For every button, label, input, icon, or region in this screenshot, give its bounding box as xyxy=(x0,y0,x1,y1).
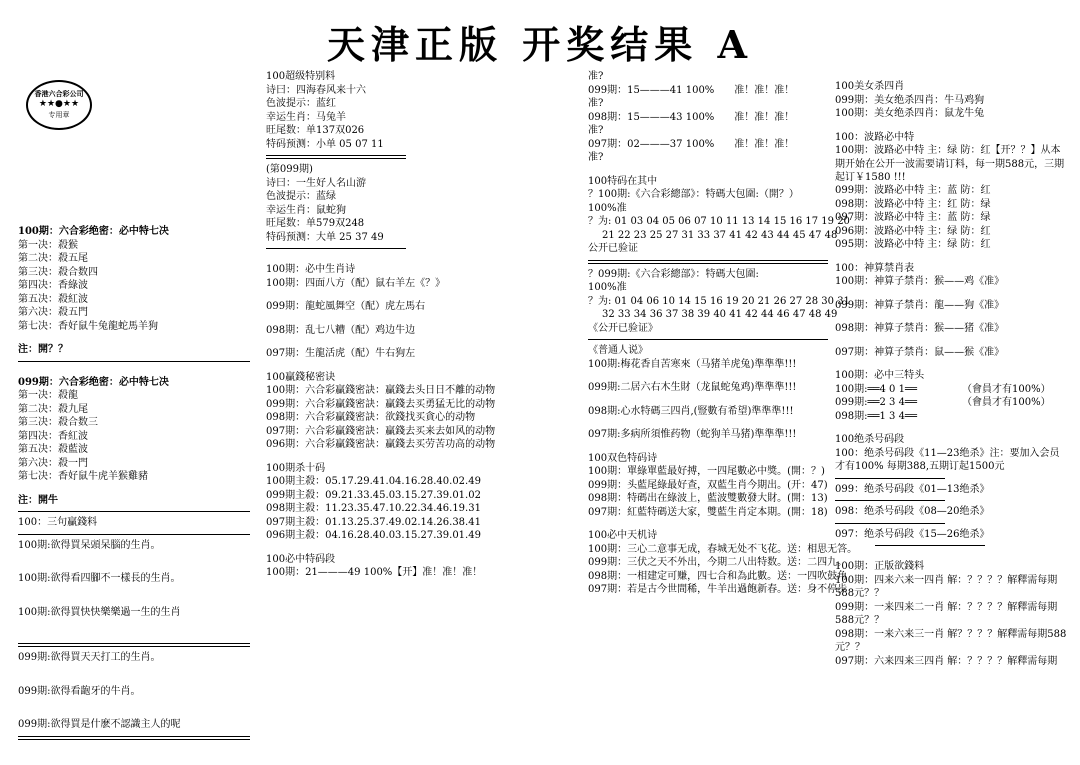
text-line: 《公开已验证》 xyxy=(588,322,658,334)
text-line: 第六决：殺一門 xyxy=(18,457,88,469)
text-line: 100期：四面八方（配）鼠右羊左《？》 xyxy=(266,277,446,289)
text-line: 准? xyxy=(588,98,604,109)
divider xyxy=(18,361,250,362)
text-line: 097期：02———37 100% 准！准！准！ xyxy=(588,138,795,150)
text-line: 100期:欲得買快快樂樂過一生的生肖 xyxy=(18,606,181,618)
stamp-top-text: 香港六合彩公司 xyxy=(34,89,84,98)
text-line: 098期：六合彩贏錢密訣：欲錢找买貪心的动物 xyxy=(266,412,476,423)
text-line: 100期:梅花香自苦寒來（马猪羊虎兔)準準準!!! xyxy=(588,358,797,370)
text-line: 准? xyxy=(588,152,604,163)
text-line: 099期：三伏之天不外出，今期二八出特数。送：二四九。 xyxy=(588,557,848,568)
text-line: 第六决：殺五門 xyxy=(18,307,88,318)
text-line: 096期：波路必中特 主：绿 防：红 xyxy=(835,225,991,237)
section-title: 100特码在其中 xyxy=(588,175,658,187)
section-title: 100必中天机诗 xyxy=(588,530,658,541)
text-line: 第四决：香紅波 xyxy=(18,430,88,442)
text-line: 100期：神算子禁肖：猴——鸡《准》 xyxy=(835,276,1005,287)
text-line: 第一决：殺龍 xyxy=(18,390,78,401)
text-line: ？099期:《六合彩總部》：特碼大包圍: xyxy=(588,268,759,280)
text-line: 098期：15———43 100% 准！准！准！ xyxy=(588,111,795,123)
text-line: 100期：波路必中特 主：绿 防：红【开？？】从本期开始在公开一波需要请订料，每一期588元，三期起订￥1580 !!! xyxy=(835,145,1065,183)
text-line: 第七决：香好鼠牛兔龍蛇馬羊狗 xyxy=(18,320,158,332)
text-line: 099期主殺：09.21.33.45.03.15.27.39.01.02 xyxy=(266,489,481,501)
text-line: 098期:心水特碼三四肖,(豎數有希望)準準準!!! xyxy=(588,405,794,417)
text-line: 第二决：殺五尾 xyxy=(18,253,88,264)
section-title: 100绝杀号码段 xyxy=(835,434,905,445)
page-title: 天津正版 开奖结果 A xyxy=(327,22,753,67)
text-line: 098期：一来六来三一肖 解？？？？解釋需每期588元？？ xyxy=(835,628,1067,653)
text-line: 097期：生龍活虎（配）牛右狗左 xyxy=(266,348,416,359)
text-line: 097期：神算子禁肖：鼠——猴《准》 xyxy=(835,346,1005,358)
text-line: 诗曰：四海春风来十六 xyxy=(266,84,366,96)
column-4 xyxy=(835,80,1067,668)
official-seal-stamp xyxy=(26,80,92,130)
text-line: 100期:欲得看四腳不一樣長的生肖。 xyxy=(18,573,181,584)
text-line: 099期：六合彩贏錢密訣：贏錢去买勇猛无比的动物 xyxy=(266,398,496,410)
text-line: 096期主殺：04.16.28.40.03.15.27.39.01.49 xyxy=(266,530,481,541)
text-line: 幸运生肖：鼠蛇狗 xyxy=(266,204,346,216)
divider xyxy=(588,260,828,264)
text-line: 099期：一来四来二一肖 解：？？？？解釋需每期588元？？ xyxy=(835,601,1058,626)
divider xyxy=(835,523,945,524)
text-line: 色波提示：蓝红 xyxy=(266,98,336,109)
text-line: 100期：四来六来一四肖 解：？？？？解釋需每期588元？？ xyxy=(835,574,1058,599)
text-line: ？为: 01 04 06 10 14 15 16 19 20 21 26 27 28 30 31 xyxy=(588,295,850,307)
text-line: 099期：龍蛇風舞空（配）虎左馬右 xyxy=(266,301,426,312)
text-line: 099期：波路必中特 主：蓝 防：红 xyxy=(835,185,991,196)
text-line: 097期:多病所須惟药物（蛇狗羊马猪)準準準!!! xyxy=(588,429,797,440)
text-line: 098期：特碼出在綠波上，藍波雙數發大財。(開：13) xyxy=(588,493,828,504)
divider xyxy=(18,534,250,535)
text-line: 100期:欲得買呆頭呆腦的生肖。 xyxy=(18,539,161,551)
text-line: 准? xyxy=(588,71,604,82)
section-title: 100期：必中三特头 xyxy=(835,370,925,381)
text-line: 095期：波路必中特 主：绿 防：红 xyxy=(835,239,991,250)
divider xyxy=(266,155,406,159)
text-line: 097：绝杀号码段《15—26绝杀》 xyxy=(835,528,990,540)
section-title: 100期杀十码 xyxy=(266,462,326,474)
stamp-stars: ★★●★★ xyxy=(38,99,80,109)
text-line: ？为: 01 03 04 05 06 07 10 11 13 14 15 16 17 19 20 xyxy=(588,216,850,227)
column-2 xyxy=(266,70,578,580)
text-line: 097期：六来四来三四肖 解：？？？？解釋需每期 xyxy=(835,655,1058,667)
text-line: 100%准 xyxy=(588,282,627,293)
text-line: 第四决：香綠波 xyxy=(18,280,88,291)
text-line: 100期：單綠單藍最好搏，一四尾數必中獎。(開：？) xyxy=(588,466,825,477)
text-line: 100期：21———49 100%【开】准！准！准！ xyxy=(266,567,483,578)
text-line: 099期：神算子禁肖：龍——狗《准》 xyxy=(835,299,1005,311)
text-line: 097期：紅藍特碼送大家，雙藍生肖定本期。(開：18) xyxy=(588,506,828,518)
text-line: 100期：三心二意事无成，春城无处不飞花。送：相思无答。 xyxy=(588,543,858,555)
text-line: 第三决：殺合数四 xyxy=(18,266,98,278)
text-line: 099期:欲得買是什麽不認識主人的呢 xyxy=(18,719,181,730)
divider xyxy=(875,545,985,546)
section-title: 《普通人说》 xyxy=(588,345,648,356)
divider xyxy=(588,339,828,340)
section-title: 100：三句贏錢料 xyxy=(18,517,98,528)
section-title: 100双色特码诗 xyxy=(588,452,658,464)
text-line: 099期:══2 3 4══ （會員才有100%） xyxy=(835,397,1051,408)
text-line: 100：绝杀号码段《11—23绝杀》注：要加入会员才有100% 每期388,五期订起1500元 xyxy=(835,447,1060,472)
column-1 xyxy=(18,225,250,744)
text-line: 097期：若是古今世間稀，牛羊出過飽新春。送：身不停步 xyxy=(588,584,848,595)
text-line: 100期：六合彩绝密：必中特七决 xyxy=(18,226,169,237)
section-title: 100超级特别料 xyxy=(266,71,336,82)
text-line: 097期：波路必中特 主：蓝 防：绿 xyxy=(835,212,991,223)
divider xyxy=(18,511,250,512)
section-title: 100美女杀四肖 xyxy=(835,81,905,92)
text-line: 第五决：殺藍波 xyxy=(18,444,88,455)
divider xyxy=(835,478,945,479)
text-line: 特码预测：小单 05 07 11 xyxy=(266,138,384,150)
text-line: 098期：一相建定可赚，四七合和為此數。送：一四吹鼓角 xyxy=(588,570,848,582)
text-line: 第二决：殺九尾 xyxy=(18,403,88,415)
section-title: (第099期) xyxy=(266,164,313,175)
divider xyxy=(835,500,945,501)
text-line: 第七决：香好鼠牛虎羊猴雞豬 xyxy=(18,471,148,482)
text-line: 097期主殺：01.13.25.37.49.02.14.26.38.41 xyxy=(266,516,481,528)
text-line: 100期主殺：05.17.29.41.04.16.28.40.02.49 xyxy=(266,476,481,487)
stamp-sub-text: 专用章 xyxy=(48,111,70,119)
text-line: 公开已验证 xyxy=(588,243,638,254)
text-line: 098期：神算子禁肖：猴——猪《准》 xyxy=(835,323,1005,334)
text-line: 诗曰：一生好人名山游 xyxy=(266,177,366,189)
text-line: 32 33 34 36 37 38 39 40 41 42 44 46 47 48 49 xyxy=(602,309,838,320)
text-line: 旺尾数：单579双248 xyxy=(266,218,365,229)
section-title: 100：神算禁肖表 xyxy=(835,262,915,274)
section-title: 100期：必中生肖诗 xyxy=(266,264,356,275)
text-line: 099：绝杀号码段《01—13绝杀》 xyxy=(835,483,990,495)
section-title: 100必中特码段 xyxy=(266,553,336,565)
text-line: 100期:══4 0 1══ （會員才有100%） xyxy=(835,383,1051,395)
text-line: 幸运生肖：马兔羊 xyxy=(266,111,346,123)
text-line: 第三决：殺合数三 xyxy=(18,417,98,428)
text-line: 第五决：殺紅波 xyxy=(18,293,88,305)
section-title: 100贏錢秘密诀 xyxy=(266,371,336,383)
text-line: 097期：六合彩贏錢密訣：贏錢去买来去如风的动物 xyxy=(266,425,496,437)
text-line: 099期：头藍尾綠最好查，双藍生肖今期出。(开：47) xyxy=(588,479,828,491)
text-line: 099期:欲得買天天打工的生肖。 xyxy=(18,652,161,663)
note-line: 注：開？？ xyxy=(18,344,68,355)
text-line: 098：绝杀号码段《08—20绝杀》 xyxy=(835,506,990,517)
text-line: 098期：乱七八糟（配）鸡边牛边 xyxy=(266,324,416,336)
divider xyxy=(18,643,250,647)
text-line: 099期：六合彩绝密：必中特七决 xyxy=(18,376,169,388)
text-line: 准? xyxy=(588,125,604,136)
text-line: 096期：六合彩贏錢密訣：贏錢去买劳苦功高的动物 xyxy=(266,439,496,450)
section-title: 100期：正版欲錢料 xyxy=(835,561,925,572)
note-line: 注：開牛 xyxy=(18,494,58,506)
text-line: 098期:══1 3 4══ xyxy=(835,410,917,422)
section-title: 100：波路必中特 xyxy=(835,131,915,143)
divider xyxy=(266,248,406,249)
text-line: 099期:二居六右木生財（龙鼠蛇兔鸡)準準準!!! xyxy=(588,382,797,393)
text-line: 099期：美女绝杀四肖：牛马鸡狗 xyxy=(835,94,985,106)
text-line: 色波提示：蓝绿 xyxy=(266,191,336,202)
text-line: 第一决：殺猴 xyxy=(18,239,78,251)
text-line: 099期:欲得看龅牙的牛肖。 xyxy=(18,685,141,697)
text-line: ？100期:《六合彩總部》：特碼大包圍:（開？） xyxy=(588,189,799,200)
text-line: 特码预测：大单 25 37 49 xyxy=(266,231,384,243)
text-line: 100%准 xyxy=(588,202,627,214)
text-line: 098期主殺：11.23.35.47.10.22.34.46.19.31 xyxy=(266,503,481,514)
text-line: 100期：美女绝杀四肖：鼠龙牛兔 xyxy=(835,108,985,119)
text-line: 098期：波路必中特 主：红 防：绿 xyxy=(835,198,991,210)
text-line: 099期：15———41 100% 准！准！准！ xyxy=(588,84,795,96)
text-line: 100期：六合彩贏錢密訣：贏錢去头日日不離的动物 xyxy=(266,385,496,396)
text-line: 旺尾数：单137双026 xyxy=(266,125,365,136)
text-line: 21 22 23 25 27 31 33 37 41 42 43 44 45 47 48 xyxy=(602,229,838,241)
column-3 xyxy=(588,70,858,597)
divider xyxy=(18,736,250,740)
